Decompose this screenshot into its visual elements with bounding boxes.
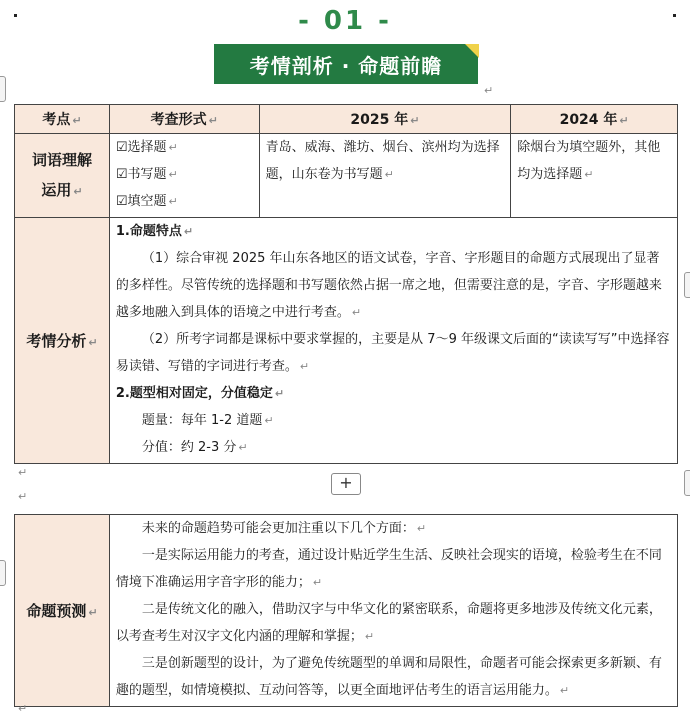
table-row <box>15 515 678 707</box>
col-header-form: 考查形式 ↵ <box>109 105 259 134</box>
right-resize-handle[interactable] <box>684 272 690 298</box>
analysis-paragraph: （1）综合审视 2025 年山东各地区的语文试卷，字音、字形题目的命题方式展现出了显著的多样性。尽管传统的选择题和书写题依然占据一席之地，但需要注意的是，字音、字形题越来越多地融入到具体的语境之中进行考查。 ↵ <box>115 251 662 320</box>
analysis-paragraph: （2）所考字词都是课标中要求掌握的，主要是从 7～9 年级课文后面的“读读写写”中选择容易读错、写错的字词进行考查。 ↵ <box>115 332 670 374</box>
prediction-paragraph: 一是实际运用能力的考查，通过设计贴近学生生活、反映社会现实的语境，检验考生在不同情境下准确运用字音字形的能力； ↵ <box>115 548 662 590</box>
form-item: ☑填空题 ↵ <box>115 194 178 209</box>
col-header-2024: 2024 年 ↵ <box>511 105 678 134</box>
year-2025-cell: 青岛、威海、潍坊、烟台、滨州均为选择题，山东卷为书写题 ↵ <box>259 134 511 218</box>
prediction-paragraph: 二是传统文化的融入，借助汉字与中华文化的紧密联系，命题将更多地涉及传统文化元素，以考查考生对汉字文化内涵的理解和掌握； ↵ <box>115 602 662 644</box>
analysis-heading: 2.题型相对固定，分值稳定 ↵ <box>115 386 285 401</box>
section-number: - 01 - <box>298 6 392 36</box>
left-resize-handle[interactable] <box>0 560 6 586</box>
paragraph-mark: ↵ <box>18 490 28 503</box>
banner-title: 考情剖析 · 命题前瞻 <box>249 53 443 78</box>
exam-analysis-table <box>14 104 678 464</box>
prediction-cell <box>109 515 677 707</box>
banner-title-box <box>214 44 478 84</box>
analysis-cell <box>109 218 677 464</box>
form-item: ☑书写题 ↵ <box>115 167 178 182</box>
score-value: 分值：约 2-3 分 ↵ <box>141 440 248 455</box>
add-row-button[interactable]: + <box>331 473 361 495</box>
form-cell <box>109 134 259 218</box>
table-row <box>15 134 678 218</box>
paragraph-mark: ↵ <box>18 702 28 715</box>
table-row <box>15 218 678 464</box>
prediction-topic-cell: 命题预测 ↵ <box>15 515 110 707</box>
row-topic-cell: 词语理解运用 ↵ <box>15 134 110 218</box>
banner-fold-corner <box>465 44 479 58</box>
right-resize-handle[interactable] <box>684 470 690 496</box>
table-header-row <box>15 105 678 134</box>
year-2024-cell: 除烟台为填空题外，其他均为选择题 ↵ <box>511 134 678 218</box>
row-topic-cell: 考情分析 ↵ <box>15 218 110 464</box>
analysis-heading: 1.命题特点 ↵ <box>115 224 194 239</box>
col-header-topic: 考点 ↵ <box>15 105 110 134</box>
form-item: ☑选择题 ↵ <box>115 140 178 155</box>
prediction-table <box>14 514 678 707</box>
paragraph-mark: ↵ <box>18 466 28 479</box>
prediction-paragraph: 三是创新题型的设计，为了避免传统题型的单调和局限性，命题者可能会探索更多新颖、有趣的题型，如情境模拟、互动问答等，以更全面地评估考生的语言运用能力。 ↵ <box>115 656 662 698</box>
left-resize-handle[interactable] <box>0 76 6 102</box>
question-count: 题量：每年 1-2 道题 ↵ <box>141 413 274 428</box>
prediction-paragraph: 未来的命题趋势可能会更加注重以下几个方面： ↵ <box>141 521 427 536</box>
col-header-2025: 2025 年 ↵ <box>259 105 511 134</box>
paragraph-mark: ↵ <box>484 84 494 97</box>
